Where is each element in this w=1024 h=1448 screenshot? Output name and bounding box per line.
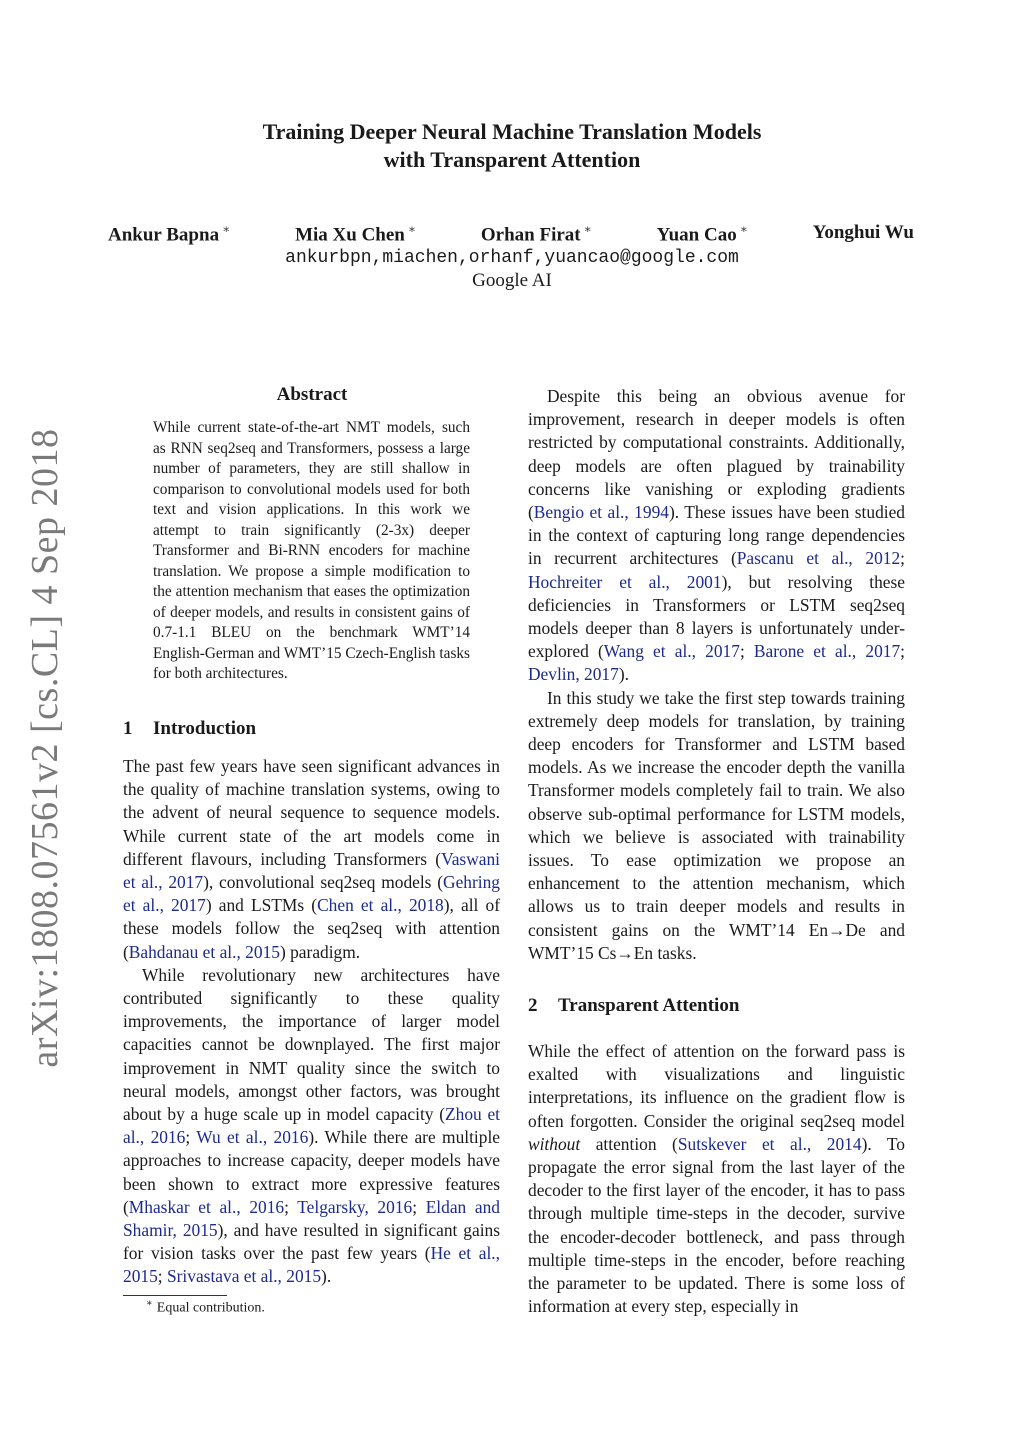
text-run: ; [900,548,905,569]
text-run: ) paradigm. [279,941,361,962]
author-list [108,222,914,246]
citation-link[interactable]: Srivastava et al., 2015 [166,1266,322,1287]
citation-link[interactable]: Pascanu et al., 2012 [736,548,901,569]
citation-link[interactable]: Bengio et al., 1994 [533,502,669,523]
text-run: ; [185,1127,197,1148]
text-run: ; [412,1196,426,1217]
text-run: The past few years have seen significant advances in the quality of machine translation systems, owing to the advent of neural sequence to sequence models. While current state of the art models come in different flavours, including Transformers ( [123,756,500,869]
citation-link[interactable]: Eldan and Shamir, 2015 [123,1196,500,1241]
paragraph [123,755,500,964]
author: Orhan Firat ∗ [480,222,592,246]
title-line-1: Training Deeper Neural Machine Translation Models [262,119,762,144]
author: Ankur Bapna ∗ [108,222,231,246]
abstract-text: While current state-of-the-art NMT models, such as RNN seq2seq and Transformers, possess a large number of parameters, they are still shallow in comparison to convolutional models used for both text and vision applications. In this work we attempt to train significantly (2-3x) deeper Transformer and Bi-RNN encoders for machine translation. We propose a simple modification to the attention mechanism that eases the optimization of deeper models, and results in consistent gains of 0.7-1.1 BLEU on the benchmark WMT’14 English-German and WMT’15 Czech-English tasks for both architectures. [153,419,470,682]
citation-link[interactable]: Gehring et al., 2017 [123,872,501,916]
citation-link[interactable]: Mhaskar et al., 2016 [128,1196,285,1217]
affiliation: Google AI [472,270,552,291]
title-line-2: with Transparent Attention [383,147,641,172]
citation-link[interactable]: Chen et al., 2018 [317,895,444,916]
text-run: Despite this being an obvious avenue for improvement, research in deeper models is often restricted by computational constraints. Additionally, deep models are often plagued by trainability concerns like vanishing or exploding gradients ( [528,386,905,523]
footnote: ∗ Equal contribution. [146,1298,265,1316]
paragraph [528,385,905,687]
text-run: While the effect of attention on the forward pass is exalted with visualizations and linguistic interpretations, its influence on the gradient flow is often forgotten. Consider the original seq2seq model [528,1041,905,1131]
citation-link[interactable]: Bahdanau et al., 2015 [128,941,280,962]
author: Yuan Cao ∗ [656,222,748,246]
footnote-rule [123,1295,227,1296]
section-heading-transparent-attention: 2 Transparent Attention [528,995,740,1016]
emphasis-text: without [528,1133,581,1154]
text-run: attention ( [580,1133,678,1154]
author: Mia Xu Chen ∗ [295,222,417,246]
citation-link[interactable]: Wu et al., 2016 [196,1127,309,1148]
text-run: ; [739,641,754,662]
paragraph [123,964,500,1289]
text-run: ), and have resulted in significant gains for vision tasks over the past few years ( [123,1220,500,1264]
text-run: ). These issues have been studied in the context of capturing long range dependencies in recurrent architectures ( [528,502,906,569]
citation-link[interactable]: Telgarsky, 2016 [297,1196,413,1217]
citation-link[interactable]: Zhou et al., 2016 [123,1104,501,1148]
text-run: ). [321,1266,332,1287]
author: Yonghui Wu [812,222,914,243]
citation-link[interactable]: He et al., 2015 [123,1243,500,1287]
citation-link[interactable]: Wang et al., 2017 [603,641,740,662]
paragraph [528,687,905,965]
paper-title [0,118,1024,174]
text-run: In this study we take the first step towards training extremely deep models for translation, by training deep encoders for Transformer and LSTM based models. As we increase the encoder depth the vanilla Transformer models completely fail to train. We also observe sub-optimal performance for LSTM models, which we believe is associated with trainability issues. To ease optimization we propose an enhancement to the attention mechanism, which allows us to train deeper models and results in consistent gains on the WMT’14 En→De and WMT’15 Cs→En tasks. [528,687,905,963]
paragraph [528,1040,905,1318]
text-run: ), but resolving these deficiencies in Transformers or LSTM seq2seq models deeper than 8 layers is unfortunately under-explored ( [528,571,905,662]
text-run: While revolutionary new architectures have contributed significantly to these quality improvements, the importance of larger model capacities cannot be downplayed. The first major improvement in NMT quality since the switch to neural models, amongst other factors, was brought about by a huge scale up in model capacity ( [123,964,500,1125]
right-column-top [528,385,905,965]
text-run: ), convolutional seq2seq models ( [203,872,444,893]
section-heading-introduction: 1 Introduction [123,718,257,739]
text-run: ). [618,664,629,685]
citation-link[interactable]: Hochreiter et al., 2001 [528,571,722,592]
text-run: ; [157,1266,167,1287]
text-run: ). To propagate the error signal from the last layer of the decoder to the first layer of the encoder, it has to pass through multiple time-steps in the decoder, survive the encoder-decoder bottleneck, and pass through multiple time-steps in the encoder, before reaching the parameter to be updated. There is some loss of information at every step, especially in [528,1133,905,1317]
citation-link[interactable]: Vaswani et al., 2017 [123,848,500,893]
citation-link[interactable]: Devlin, 2017 [528,664,619,685]
arxiv-stamp: arXiv:1808.07561v2 [cs.CL] 4 Sep 2018 [24,428,66,1068]
text-run: ), all of these models follow the seq2seq with attention ( [123,895,500,962]
text-run: ; [284,1196,298,1217]
text-run: ) and LSTMs ( [205,895,318,916]
text-run: ; [900,641,905,662]
author-emails: ankurbpn,miachen,orhanf,yuancao@google.com [285,248,739,268]
citation-link[interactable]: Sutskever et al., 2014 [677,1133,862,1154]
text-run: ). While there are multiple approaches to increase capacity, deeper models have been shown to extract more expressive features ( [123,1127,501,1217]
abstract-heading: Abstract [276,384,348,405]
citation-link[interactable]: Barone et al., 2017 [753,641,901,662]
left-column [123,755,500,1289]
right-column-bottom [528,1040,905,1318]
